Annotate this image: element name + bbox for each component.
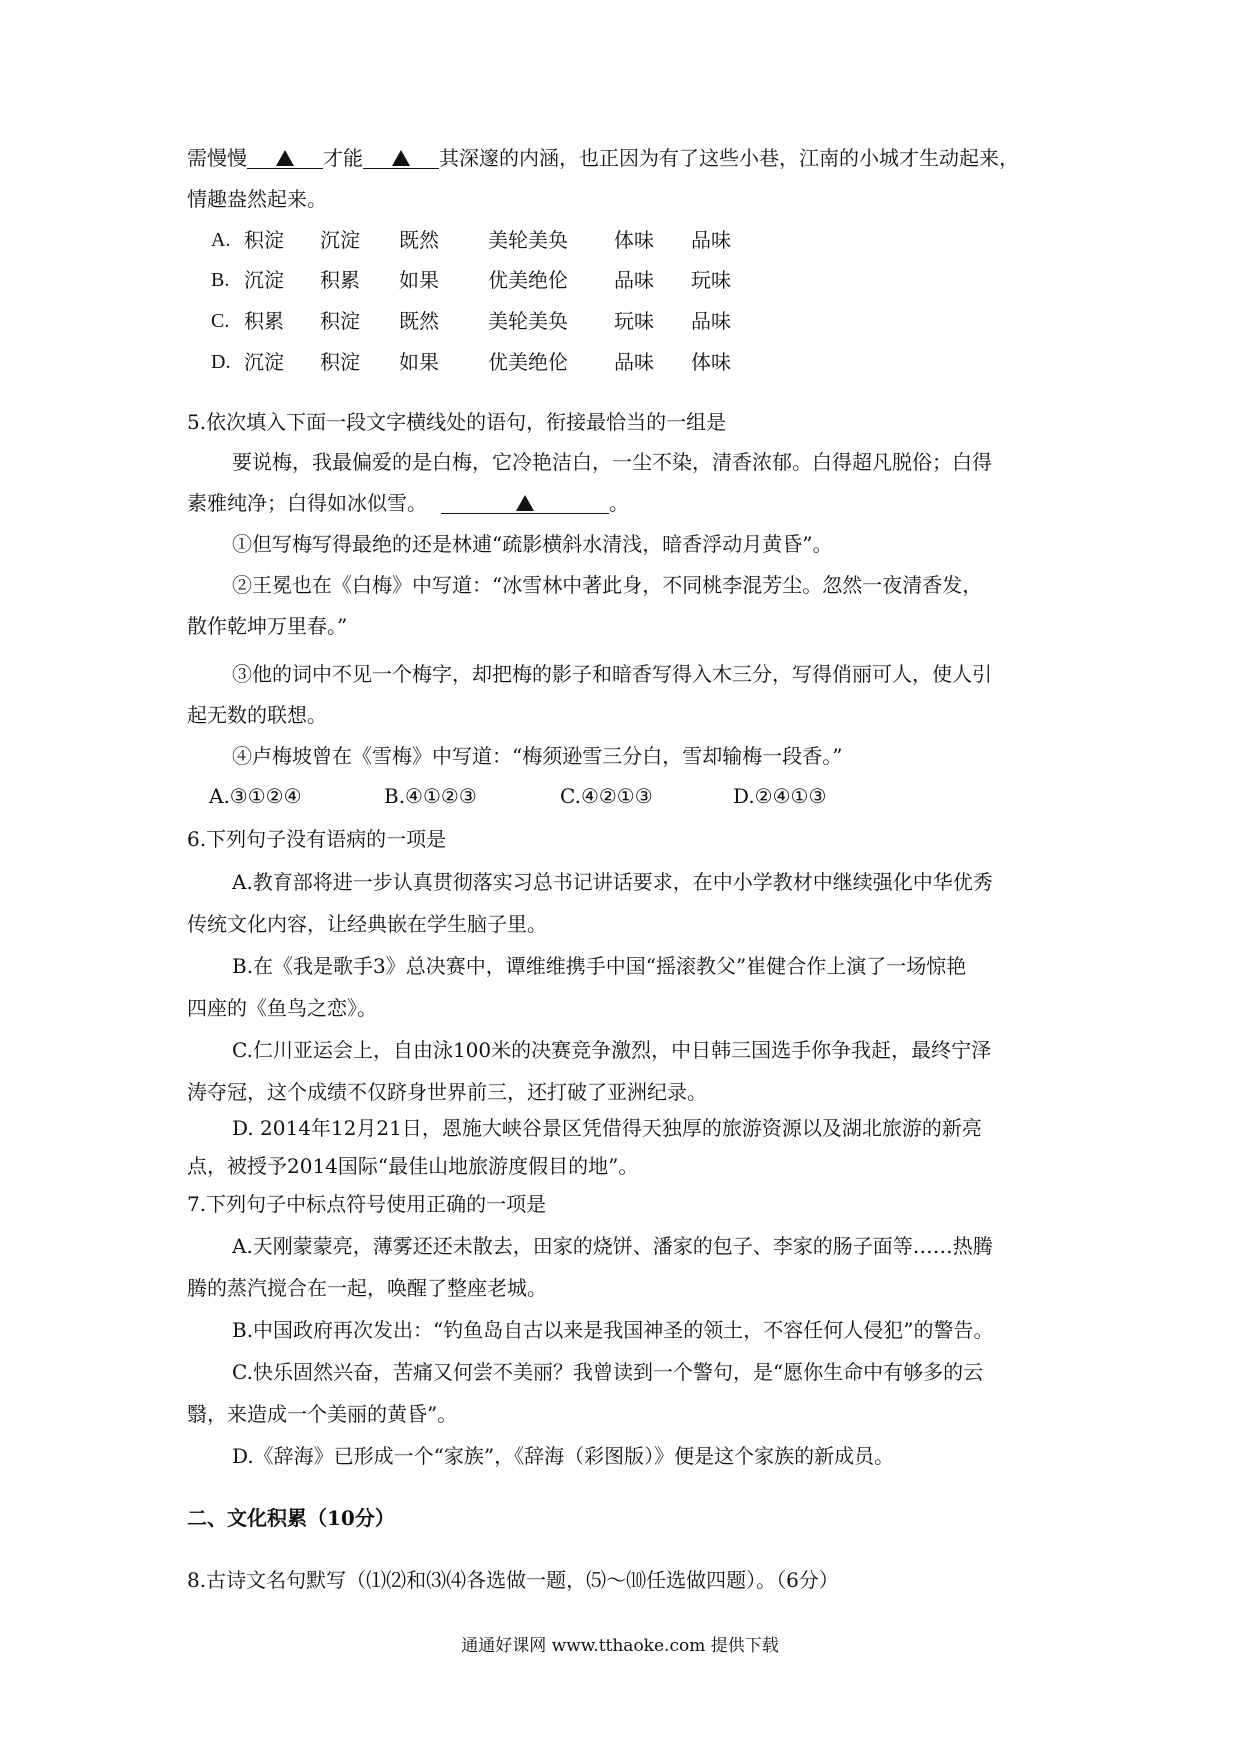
- q6-option-b-line1: B.在《我是歌手3》总决赛中，谭维维携手中国“摇滚教父”崔健合作上演了一场惊艳: [232, 954, 967, 978]
- option-word: 既然: [399, 228, 439, 252]
- q7-option-d: D.《辞海》已形成一个“家族”，《辞海（彩图版）》便是这个家族的新成员。: [232, 1444, 895, 1468]
- q6-option-a-line1: A.教育部将进一步认真贯彻落实习总书记讲话要求，在中小学教材中继续强化中华优秀: [232, 870, 993, 894]
- option-word: 品味: [691, 309, 731, 333]
- q8-stem: 8.古诗文名句默写（⑴⑵和⑶⑷各选做一题，⑸～⑽任选做四题）。（6分）: [187, 1568, 839, 1592]
- q7-option-c-line1: C.快乐固然兴奋，苦痛又何尝不美丽？我曾读到一个警句，是“愿你生命中有够多的云: [232, 1360, 984, 1384]
- q6-option-c-line1: C.仁川亚运会上，自由泳100米的决赛竞争激烈，中日韩三国选手你争我赶，最终宁泽: [232, 1038, 992, 1062]
- q5-stem: 5.依次填入下面一段文字横线处的语句，衔接最恰当的一组是: [187, 410, 727, 434]
- q5-sentence-4: ④卢梅坡曾在《雪梅》中写道：“梅须逊雪三分白，雪却输梅一段香。”: [232, 744, 843, 768]
- q5-passage-line1: 要说梅，我最偏爱的是白梅，它冷艳洁白，一尘不染，清香浓郁。白得超凡脱俗；白得: [232, 450, 992, 474]
- option-word: 品味: [614, 350, 654, 374]
- option-word: 如果: [399, 268, 439, 292]
- q5-answer-a: A.③①②④: [209, 784, 302, 808]
- triangle-marker-icon: [392, 150, 410, 166]
- q5-sentence-3-line2: 起无数的联想。: [187, 703, 327, 727]
- q5-answer-c: C.④②①③: [560, 784, 653, 808]
- q5-passage-line2: [187, 493, 629, 514]
- q4-sentence-line2: 情趣盎然起来。: [187, 187, 327, 211]
- q5-sentence-3-line1: ③他的词中不见一个梅字，却把梅的影子和暗香写得入木三分，写得俏丽可人，使人引: [232, 662, 992, 686]
- option-word: 品味: [691, 228, 731, 252]
- q4-option-c: [211, 311, 751, 331]
- answer-blank: [247, 148, 323, 169]
- q4-option-b: [211, 270, 751, 290]
- option-word: 玩味: [691, 268, 731, 292]
- page-footer: 通通好课网 www.tthaoke.com 提供下载: [461, 1636, 779, 1656]
- q5-sentence-1: ①但写梅写得最绝的还是林逋“疏影横斜水清浅，暗香浮动月黄昏”。: [232, 532, 833, 556]
- q5-answer-d: D.②④①③: [733, 784, 827, 808]
- option-word: 美轮美奂: [488, 228, 568, 252]
- section-heading: 二、文化积累（10分）: [187, 1506, 395, 1530]
- q6-option-b-line2: 四座的《鱼鸟之恋》。: [187, 996, 377, 1020]
- q4-text-b: 才能: [323, 146, 363, 170]
- triangle-marker-icon: [516, 495, 534, 511]
- q6-option-c-line2: 涛夺冠，这个成绩不仅跻身世界前三，还打破了亚洲纪录。: [187, 1080, 707, 1104]
- q7-option-b: B.中国政府再次发出：“钓鱼岛自古以来是我国神圣的领土，不容任何人侵犯”的警告。: [232, 1318, 994, 1342]
- answer-blank: [441, 493, 609, 514]
- q6-option-a-line2: 传统文化内容，让经典嵌在学生脑子里。: [187, 912, 547, 936]
- option-word: 积淀: [320, 309, 360, 333]
- option-word: 体味: [614, 228, 654, 252]
- option-letter: C.: [211, 310, 230, 332]
- q7-stem: 7.下列句子中标点符号使用正确的一项是: [187, 1192, 547, 1216]
- q5-sentence-2-line1: ②王冕也在《白梅》中写道：“冰雪林中著此身，不同桃李混芳尘。忽然一夜清香发，: [232, 573, 983, 597]
- q7-option-a-line2: 腾的蒸汽搅合在一起，唤醒了整座老城。: [187, 1276, 547, 1300]
- option-word: 如果: [399, 350, 439, 374]
- q4-sentence-line1: [187, 148, 1019, 169]
- option-letter: D.: [211, 351, 231, 373]
- option-word: 积累: [244, 309, 284, 333]
- q6-stem: 6.下列句子没有语病的一项是: [187, 827, 447, 851]
- q5-passage-text: 素雅纯净；白得如冰似雪。: [187, 491, 427, 515]
- option-word: 美轮美奂: [488, 309, 568, 333]
- q7-option-c-line2: 翳，来造成一个美丽的黄昏”。: [187, 1402, 458, 1426]
- q6-option-d-line1: D. 2014年12月21日，恩施大峡谷景区凭借得天独厚的旅游资源以及湖北旅游的新亮: [232, 1116, 982, 1140]
- q5-sentence-2-line2: 散作乾坤万里春。”: [187, 614, 348, 638]
- option-word: 优美绝伦: [488, 350, 568, 374]
- option-word: 沉淀: [320, 228, 360, 252]
- option-word: 体味: [691, 350, 731, 374]
- option-word: 沉淀: [244, 350, 284, 374]
- option-word: 积淀: [244, 228, 284, 252]
- option-word: 沉淀: [244, 268, 284, 292]
- triangle-marker-icon: [276, 150, 294, 166]
- q5-passage-end: 。: [609, 491, 629, 515]
- option-word: 既然: [399, 309, 439, 333]
- q4-text-a: 需慢慢: [187, 146, 247, 170]
- q4-text-c: 其深邃的内涵，也正因为有了这些小巷，江南的小城才生动起来，: [439, 146, 1019, 170]
- option-word: 积淀: [320, 350, 360, 374]
- option-word: 积累: [320, 268, 360, 292]
- option-word: 玩味: [614, 309, 654, 333]
- q5-answer-b: B.④①②③: [384, 784, 477, 808]
- q4-option-a: [211, 230, 751, 250]
- q7-option-a-line1: A.天刚蒙蒙亮，薄雾还还未散去，田家的烧饼、潘家的包子、李家的肠子面等……热腾: [232, 1234, 993, 1258]
- option-word: 品味: [614, 268, 654, 292]
- option-letter: B.: [211, 269, 230, 291]
- option-word: 优美绝伦: [488, 268, 568, 292]
- q6-option-d-line2: 点，被授予2014国际“最佳山地旅游度假目的地”。: [187, 1154, 639, 1178]
- answer-blank: [363, 148, 439, 169]
- q4-option-d: [211, 352, 751, 372]
- option-letter: A.: [211, 229, 231, 251]
